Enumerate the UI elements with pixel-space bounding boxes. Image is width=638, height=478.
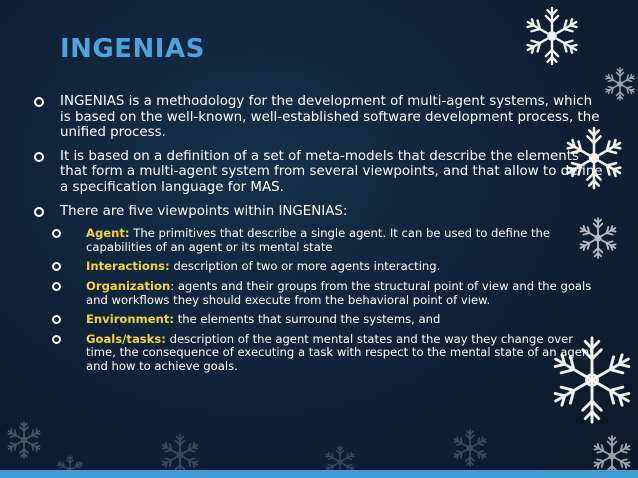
viewpoint-item-organization — [52, 280, 604, 307]
slide-title: INGENIAS — [60, 34, 205, 64]
viewpoint-item-interactions — [52, 260, 604, 274]
slide-content — [34, 94, 604, 380]
snowflake-icon — [452, 430, 487, 466]
bullet-ring-icon — [52, 335, 61, 344]
bullet-ring-icon — [34, 97, 44, 107]
bullet-ring-icon — [52, 229, 61, 238]
viewpoint-description: the elements that surround the systems, and — [174, 312, 441, 327]
bullet-text: INGENIAS is a methodology for the development of multi-agent systems, which is based on the well-known, well-established software development process, the unified process. — [60, 94, 600, 141]
viewpoint-description: description of the agent mental states and the way they change over time, the consequence of executing a task with respect to the mental state of an agent, and how to achieve goals. — [86, 331, 598, 373]
bullet-ring-icon — [52, 315, 61, 324]
viewpoint-description: description of two or more agents interacting. — [169, 259, 441, 274]
viewpoint-description: The primitives that describe a single agent. It can be used to define the capabilities of an agent or its mental state — [86, 226, 551, 254]
bullet-ring-icon — [34, 152, 44, 162]
snowflake-icon — [604, 68, 635, 100]
viewpoint-term: Agent: — [86, 226, 130, 241]
bullet-item — [34, 204, 604, 220]
viewpoint-term: Goals/tasks: — [86, 331, 166, 346]
viewpoint-item-agent — [52, 227, 604, 254]
viewpoint-term: Organization — [86, 278, 171, 293]
viewpoint-item-environment — [52, 313, 604, 327]
viewpoint-list — [52, 227, 604, 373]
snowflake-icon — [525, 8, 580, 64]
bullet-text: It is based on a definition of a set of meta-models that describe the elements that form a multi-agent system from several viewpoints, and that allow to define a specification language for MAS. — [60, 148, 603, 195]
bullet-ring-icon — [52, 262, 61, 271]
bullet-item — [34, 149, 604, 196]
viewpoint-term: Interactions: — [86, 259, 170, 274]
viewpoint-term: Environment: — [86, 312, 175, 327]
bullet-text: There are five viewpoints within INGENIAS: — [60, 203, 348, 219]
bullet-item — [34, 94, 604, 141]
viewpoint-description: : agents and their groups from the structural point of view and the goals and workflows they should execute from the behavioral point of view. — [86, 278, 592, 307]
snowflake-icon — [160, 435, 199, 475]
bottom-accent-bar — [0, 470, 638, 478]
bullet-ring-icon — [52, 282, 61, 291]
viewpoint-item-goals-tasks — [52, 333, 604, 374]
snowflake-icon — [6, 422, 41, 458]
bullet-ring-icon — [34, 207, 44, 217]
